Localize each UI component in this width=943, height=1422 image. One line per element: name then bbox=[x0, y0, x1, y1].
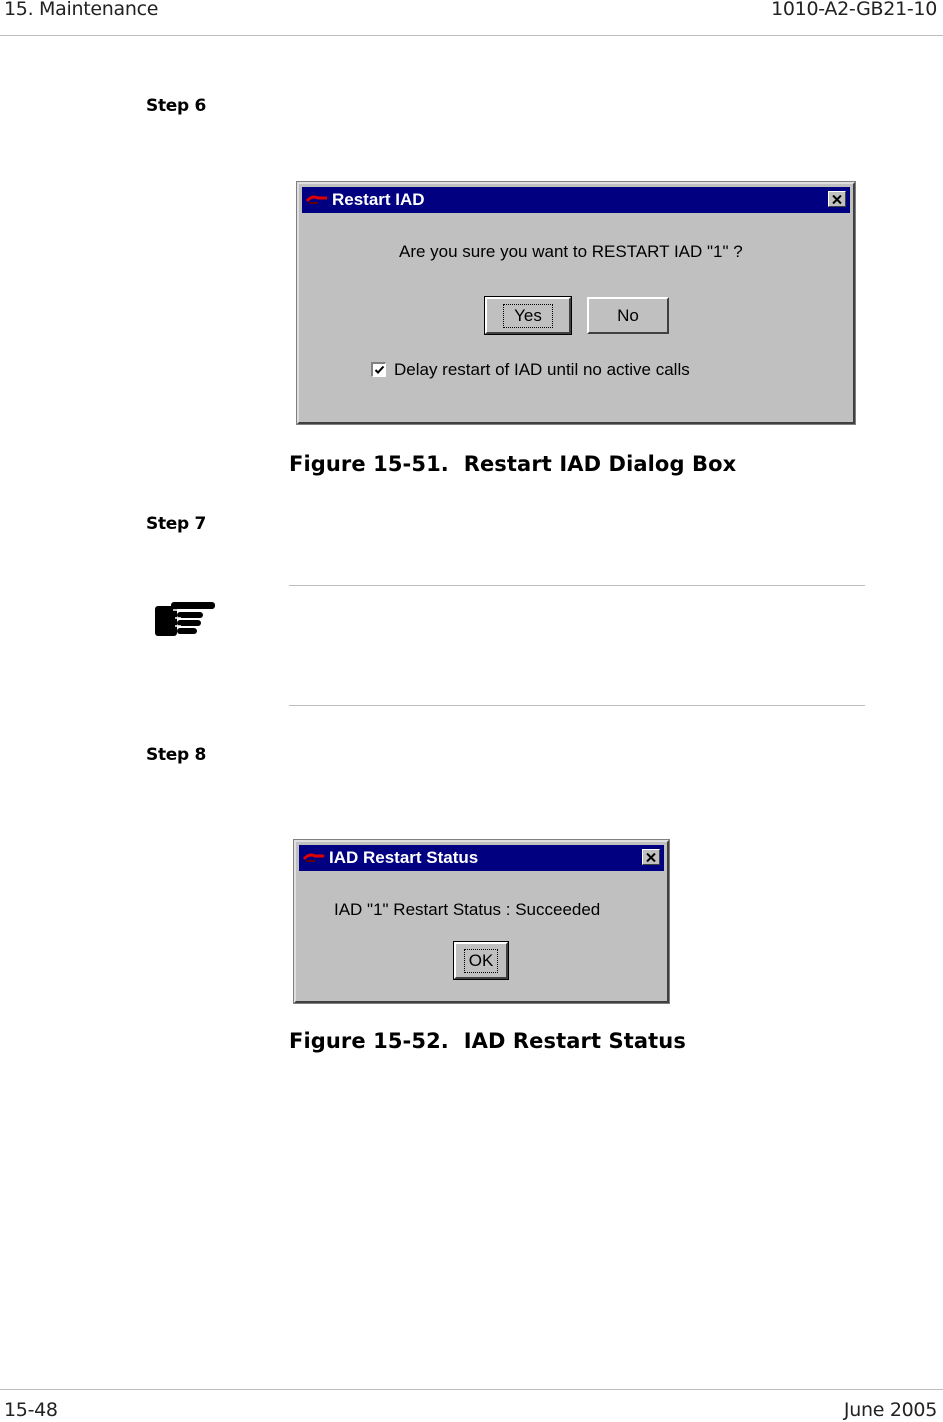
page-number: 15-48 bbox=[4, 1399, 58, 1421]
restart-iad-titlebar[interactable] bbox=[302, 187, 850, 213]
running-header-doc-id: 1010-A2-GB21-10 bbox=[771, 0, 937, 20]
restart-iad-dialog bbox=[297, 182, 855, 424]
note-bottom-rule bbox=[289, 705, 865, 706]
ok-button-label: OK bbox=[464, 949, 499, 973]
yes-button[interactable] bbox=[485, 297, 571, 334]
figure-15-51-caption: Figure 15-51. Restart IAD Dialog Box bbox=[289, 452, 737, 476]
restart-confirm-message: Are you sure you want to RESTART IAD "1" ? bbox=[399, 242, 743, 261]
ok-button[interactable] bbox=[454, 942, 508, 979]
app-logo-icon bbox=[303, 852, 325, 864]
close-button[interactable] bbox=[642, 849, 660, 865]
iad-restart-status-dialog bbox=[294, 840, 669, 1003]
pointing-hand-icon bbox=[153, 598, 219, 640]
no-button-label: No bbox=[617, 305, 639, 325]
close-icon bbox=[832, 195, 842, 204]
no-button[interactable] bbox=[587, 297, 669, 334]
header-rule bbox=[0, 35, 943, 36]
close-icon bbox=[646, 853, 656, 862]
restart-status-titlebar[interactable] bbox=[299, 845, 664, 871]
yes-button-label: Yes bbox=[503, 304, 553, 328]
running-header-section: 15. Maintenance bbox=[4, 0, 159, 20]
step-7-label: Step 7 bbox=[146, 514, 207, 534]
close-button[interactable] bbox=[828, 191, 846, 207]
restart-status-title: IAD Restart Status bbox=[329, 848, 479, 867]
restart-iad-title: Restart IAD bbox=[332, 190, 425, 209]
step-6-label: Step 6 bbox=[146, 96, 207, 116]
publication-date: June 2005 bbox=[843, 1399, 937, 1421]
footer-rule bbox=[0, 1389, 943, 1390]
note-top-rule bbox=[289, 585, 865, 586]
app-logo-icon bbox=[306, 194, 328, 206]
delay-restart-label[interactable]: Delay restart of IAD until no active calls bbox=[394, 360, 690, 379]
restart-status-message: IAD "1" Restart Status : Succeeded bbox=[334, 900, 601, 919]
checkmark-icon bbox=[374, 365, 385, 375]
figure-15-52-caption: Figure 15-52. IAD Restart Status bbox=[289, 1029, 686, 1053]
delay-restart-checkbox[interactable] bbox=[371, 362, 386, 377]
step-8-label: Step 8 bbox=[146, 745, 207, 765]
